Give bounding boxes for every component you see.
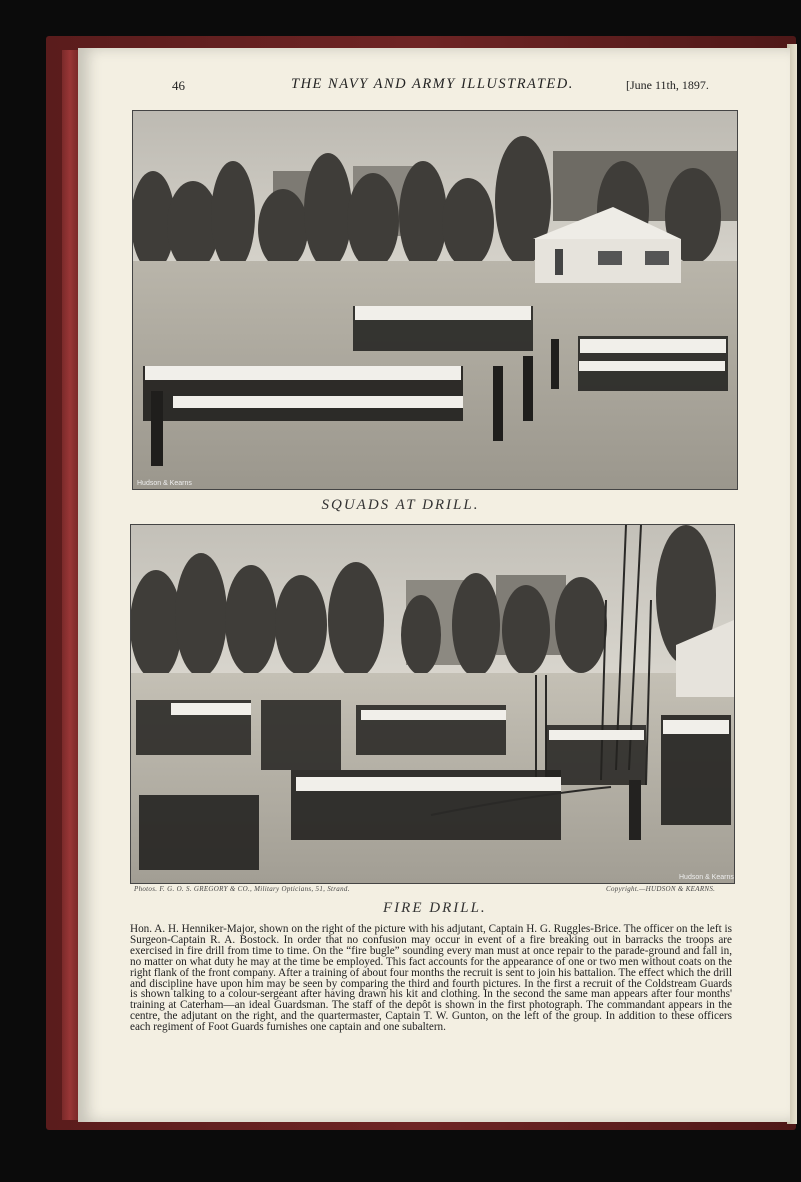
issue-date: [June 11th, 1897. [626, 78, 709, 92]
article-text: Hon. A. H. Henniker-Major, shown on the right of the picture with his adjutant, Captain H. G. Ruggles-Brice. The officer on the left is Surgeon-Captain R. A. Bostock. In order that no confusion may occur in event of a fire breaking out in barracks the troops are exercised in fire drill from time to time. On the “fire bugle” sounding every man must at once repair to the parade-ground and fall in, no matter on what duty he may at the time be employed. This fact accounts for the appearance of one or two men without coats on the right flank of the front company. After a training of about four months the recruit is sent to join his battalion. The effect which the drill and discipline have upon him may be seen by comparing the third and fourth pictures. In the first a recruit of the Coldstream Guards is shown talking to a colour-sergeant after having drawn his kit and clothing. In the second the same man appears after four months' training at Caterham—an ideal Guardsman. The staff of the depôt is shown in the first photograph. The commandant appears in the centre, the adjutant on the right, and the quartermaster, Captain T. W. Gunton, on the left of the group. In addition to these officers each regiment of Foot Guards furnishes one captain and one subaltern. [130, 923, 732, 1034]
copyright-credit: Copyright.—HUDSON & KEARNS. [606, 885, 716, 893]
photo2-watermark: Hudson & Kearns [679, 874, 734, 881]
caption-fire-drill: FIRE DRILL. [383, 900, 487, 916]
photo1-watermark: Hudson & Kearns [137, 480, 192, 487]
photo-squads-at-drill [132, 110, 738, 490]
photo-fire-drill [130, 524, 735, 884]
caption-squads-at-drill: SQUADS AT DRILL. [321, 497, 480, 513]
photo-credit: Photos. F. G. O. S. GREGORY & CO., Military Opticians, 51, Strand. [134, 885, 350, 893]
journal-title: THE NAVY AND ARMY ILLUSTRATED. [291, 76, 574, 92]
page-header [96, 76, 716, 96]
page-number: 46 [172, 78, 185, 93]
